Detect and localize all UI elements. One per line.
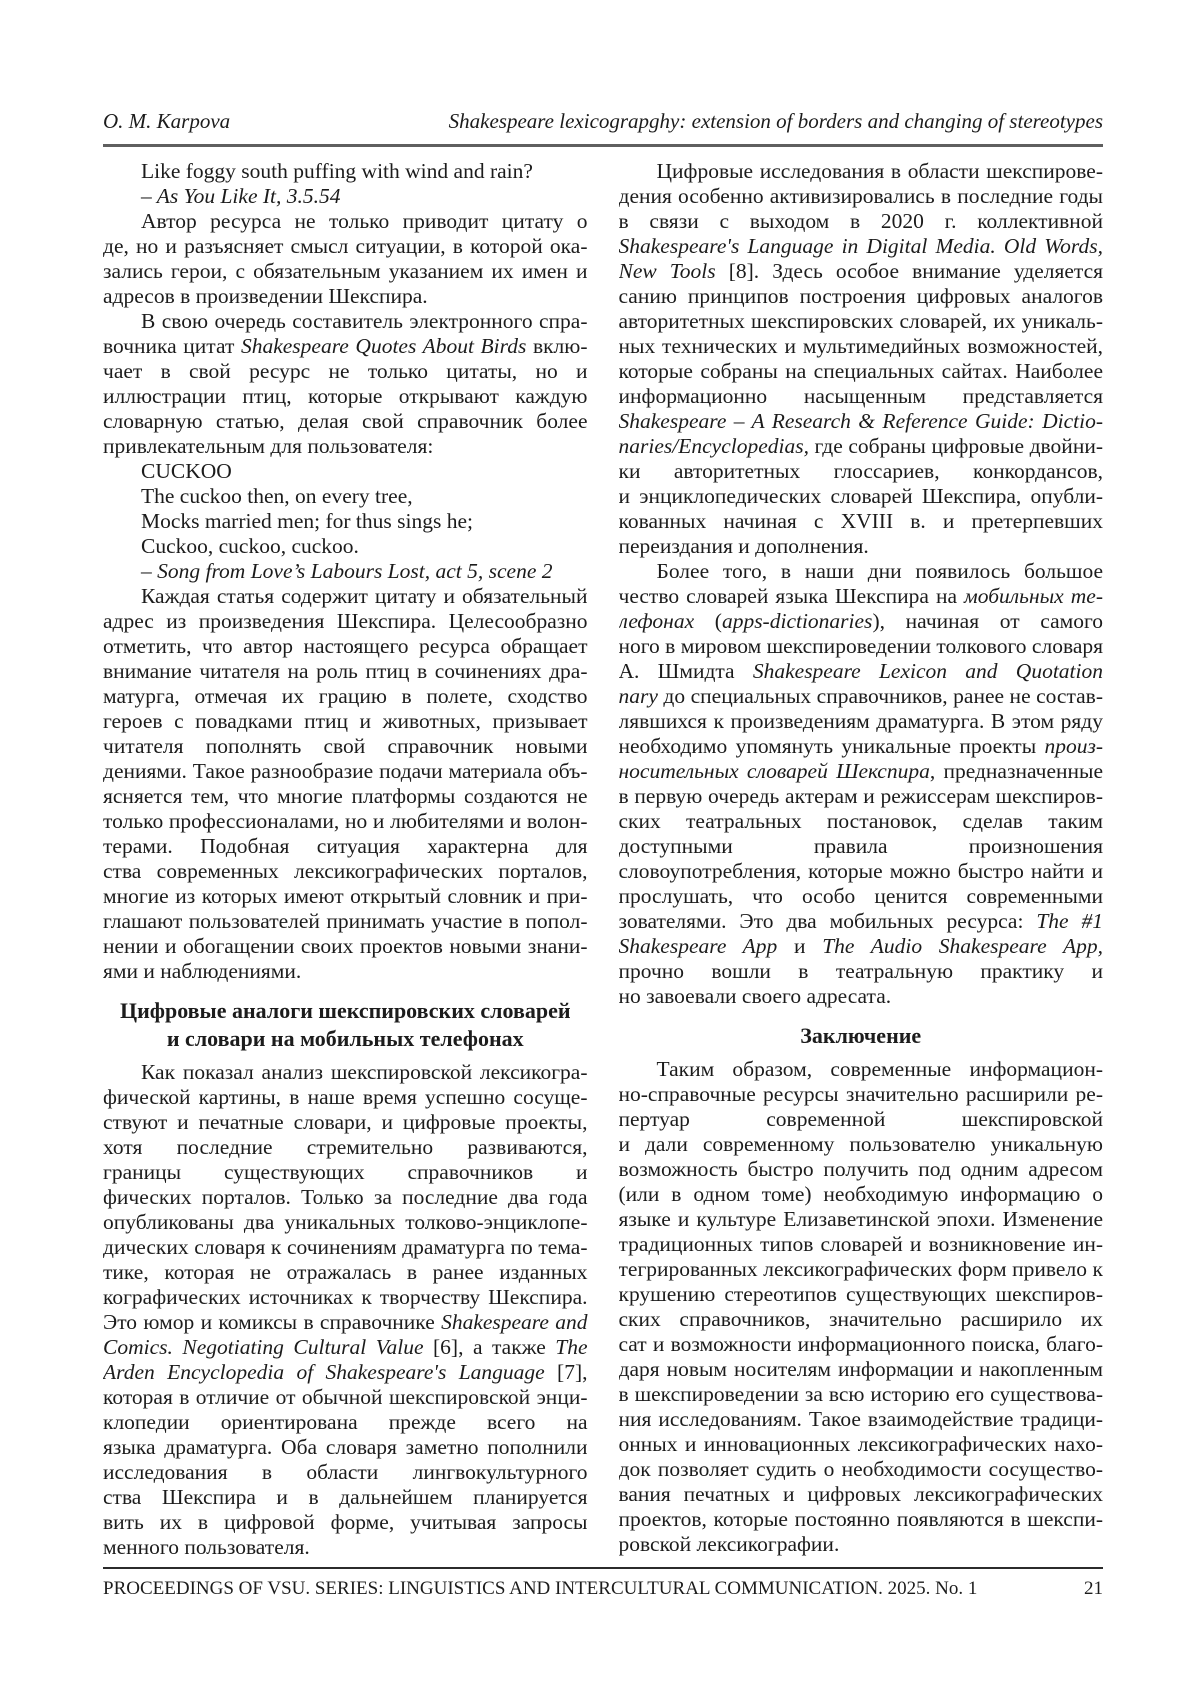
text-line: и дали современному пользователю уникальную — [618, 1132, 1103, 1156]
text-line: ями и наблюдениями. — [103, 959, 302, 983]
text-line: которая в отличие от обычной шекспировской энци- — [103, 1385, 588, 1409]
text-line: New Tools [8]. Здесь особое внимание уделяется — [618, 259, 1103, 283]
text-line: (или в одном томе) необходимую информацию о — [618, 1182, 1103, 1206]
text-line: языка драматурга. Оба словаря заметно пополнили — [103, 1435, 588, 1459]
text-line: док позволяет судить о необходимости сосущество- — [618, 1457, 1103, 1481]
paragraph — [103, 209, 588, 309]
text-line: Comics. Negotiating Cultural Value [6], а также The — [103, 1335, 588, 1359]
text-line: ки авторитетных глоссариев, конкордансов, — [618, 459, 1103, 483]
text-line: только профессионалами, но и любителями и волон- — [103, 809, 588, 833]
text-line: кованных начиная с XVIII в. и претерпевших — [618, 509, 1103, 533]
text-line: тике, которая не отражалась в ранее изданных — [103, 1260, 588, 1284]
text-line: привлекательным для пользователя: — [103, 434, 434, 458]
text-line: Cuckoo, cuckoo, cuckoo. — [141, 534, 359, 558]
text-line: границы существующих справочников и — [103, 1160, 588, 1184]
text-line: ства современных лексикографических порталов, — [103, 859, 588, 883]
text-line: внимание читателя на роль птиц в сочинениях дра- — [103, 659, 588, 683]
paragraph — [619, 1057, 1104, 1557]
text-line: носительных словарей Шекспира, предназначенные — [618, 759, 1103, 783]
running-title: Shakespeare lexicograpghy: extension of borders and changing of stereotypes — [448, 109, 1103, 133]
text-line: санию принципов построения цифровых аналогов — [618, 284, 1103, 308]
text-line: необходимо упомянуть уникальные проекты произ- — [618, 734, 1103, 758]
text-line: вания печатных и цифровых лексикографических — [618, 1482, 1103, 1506]
text-line: в связи с выходом в 2020 г. коллективной — [618, 209, 1103, 233]
text-line: пертуар современной шекспировской — [618, 1107, 1103, 1131]
text-line: Автор ресурса не только приводит цитату о — [141, 209, 588, 233]
text-line: тегрированных лексикографических форм привело к — [618, 1257, 1103, 1281]
text-line: Shakespeare's Language in Digital Media. Old Words, — [618, 234, 1103, 258]
text-line: В свою очередь составитель электронного спра- — [141, 309, 588, 333]
text-line: Shakespeare App и The Audio Shakespeare App, — [618, 934, 1103, 958]
text-line: Как показал анализ шекспировской лексикогра- — [141, 1060, 588, 1084]
text-line: Shakespeare – A Research & Reference Guide: Dictio- — [618, 409, 1103, 433]
text-line: Более того, в наши дни появилось большое — [656, 559, 1103, 583]
page-number: 21 — [1084, 1578, 1103, 1599]
text-line: сат и возможности информационного поиска, благо- — [618, 1332, 1103, 1356]
article-body — [103, 159, 1103, 1560]
text-line: лефонах (apps-dictionaries), начиная от самого — [618, 609, 1103, 633]
text-line: читателя пополнять свой справочник новыми — [103, 734, 588, 758]
text-line: прочно вошли в театральную практику и — [618, 959, 1103, 983]
text-line: но-справочные ресурсы значительно расширили ре- — [618, 1082, 1103, 1106]
text-line: авторитетных шекспировских словарей, их уникаль- — [618, 309, 1103, 333]
paragraph — [619, 559, 1104, 1009]
text-line: иллюстрации птиц, которые открывают каждую — [103, 384, 588, 408]
journal-footer-line: PROCEEDINGS OF VSU. SERIES: LINGUISTICS AND INTERCULTURAL COMMUNICATION. 2025. No. 1 — [103, 1578, 978, 1599]
text-line: проектов, которые постоянно появляются в шекспи- — [618, 1507, 1103, 1531]
text-line: nary до специальных справочников, ранее не состав- — [618, 684, 1103, 708]
text-line: в первую очередь актерам и режиссерам шекспиров- — [618, 784, 1103, 808]
right-column — [619, 159, 1104, 1560]
text-line: ния исследованиям. Такое взаимодействие традици- — [618, 1407, 1103, 1431]
text-line: naries/Encyclopedias, где собраны цифровые двойни- — [618, 434, 1103, 458]
text-line: возможность быстро получить под одним адресом — [618, 1157, 1103, 1181]
text-line: лявшихся к произведениям драматурга. В этом ряду — [618, 709, 1103, 733]
text-line: де, но и разъясняет смысл ситуации, в которой ока- — [103, 234, 588, 258]
text-line: языке и культуре Елизаветинской эпохи. Изменение — [618, 1207, 1103, 1231]
text-line: дениями. Такое разнообразие подачи материала объ- — [103, 759, 588, 783]
text-line: но завоевали своего адресата. — [618, 984, 892, 1008]
paragraph — [103, 309, 588, 459]
text-line: адрес из произведения Шекспира. Целесообразно — [103, 609, 588, 633]
text-line: доступными правила произношения — [618, 834, 1103, 858]
text-line: А. Шмидта Shakespeare Lexicon and Quotation — [618, 659, 1103, 683]
text-line: и энциклопедических словарей Шекспира, опубли- — [618, 484, 1103, 508]
text-line: в шекспироведении за всю историю его существова- — [618, 1382, 1103, 1406]
text-line: чество словарей языка Шекспира на мобильных те- — [618, 584, 1103, 608]
running-author: O. M. Karpova — [103, 109, 231, 133]
text-line: зались герои, с обязательным указанием их имен и — [103, 259, 588, 283]
paragraph — [103, 584, 588, 984]
text-line: чает в свой ресурс не только цитаты, но и — [103, 359, 588, 383]
verse-quote — [103, 459, 588, 584]
text-line: глашают пользователей принимать участие в попол- — [103, 909, 588, 933]
text-line: ных технических и мультимедийных возможностей, — [618, 334, 1103, 358]
paragraph — [103, 1060, 588, 1560]
text-line: даря новым носителям информации и накопленным — [618, 1357, 1103, 1381]
text-line: информационно насыщенным представляется — [618, 384, 1103, 408]
text-line: ного в мировом шекспироведении толкового словаря — [618, 634, 1103, 658]
text-line: ясняется тем, что многие платформы создаются не — [103, 784, 588, 808]
text-line: дических словаря к сочинениям драматурга по тема- — [103, 1235, 588, 1259]
text-line: кографических источниках к творчеству Шекспира. — [103, 1285, 588, 1309]
text-line: ских справочников, значительно расширило их — [618, 1307, 1103, 1331]
text-line: матурга, отмечая их грацию в полете, сходство — [103, 684, 588, 708]
text-line: словарную статью, делая свой справочник более — [103, 409, 588, 433]
section-heading — [619, 1022, 1104, 1050]
paragraph — [619, 159, 1104, 559]
text-line: ствуют и печатные словари, и цифровые проекты, — [103, 1110, 588, 1134]
text-line: переиздания и дополнения. — [618, 534, 869, 558]
text-line: крушению стереотипов существующих шекспиров- — [618, 1282, 1103, 1306]
text-line: Like foggy south puffing with wind and rain? — [141, 159, 533, 183]
text-line: традиционных типов словарей и возникновение ин- — [618, 1232, 1103, 1256]
verse-quote — [103, 159, 588, 209]
text-line: менного пользователя. — [103, 1535, 310, 1559]
text-line: CUCKOO — [141, 459, 232, 483]
text-line: и словари на мобильных телефонах — [166, 1026, 524, 1051]
section-heading — [103, 997, 588, 1053]
text-line: словоупотребления, которые можно быстро найти и — [618, 859, 1103, 883]
page-footer — [103, 1567, 1103, 1601]
text-line: опубликованы два уникальных толково-энциклопе- — [103, 1210, 588, 1234]
text-line: клопедии ориентирована прежде всего на — [103, 1410, 588, 1434]
text-line: прослушать, что особо ценится современными — [618, 884, 1103, 908]
text-line: исследования в области лингвокультурного — [103, 1460, 588, 1484]
text-line: Таким образом, современные информацион- — [656, 1057, 1103, 1081]
text-line: – As You Like It, 3.5.54 — [141, 184, 341, 208]
text-line: адресов в произведении Шекспира. — [103, 284, 428, 308]
text-line: ских театральных постановок, сделав таким — [618, 809, 1103, 833]
text-line: Это юмор и комиксы в справочнике Shakespeare and — [103, 1310, 588, 1334]
text-line: Каждая статья содержит цитату и обязательный — [141, 584, 588, 608]
text-line: нении и обогащении своих проектов новыми знани- — [103, 934, 588, 958]
left-column — [103, 159, 588, 1560]
text-line: Mocks married men; for thus sings he; — [141, 509, 474, 533]
text-line: дения особенно активизировались в последние годы — [618, 184, 1103, 208]
text-line: Цифровые исследования в области шекспирове- — [656, 159, 1103, 183]
text-line: The cuckoo then, on every tree, — [141, 484, 413, 508]
text-line: Arden Encyclopedia of Shakespeare's Language [7], — [103, 1360, 588, 1384]
text-line: ровской лексикографии. — [618, 1532, 840, 1556]
text-line: Цифровые аналоги шекспировских словарей — [119, 998, 571, 1023]
text-line: фических порталов. Только за последние два года — [103, 1185, 588, 1209]
text-line: хотя последние стремительно развиваются, — [103, 1135, 588, 1159]
text-line: многие из которых имеют открытый словник и при- — [103, 884, 588, 908]
text-line: вить их в цифровой форме, учитывая запросы — [103, 1510, 588, 1534]
text-line: которые собраны на специальных сайтах. Наиболее — [618, 359, 1103, 383]
text-line: – Song from Love’s Labours Lost, act 5, scene 2 — [141, 559, 553, 583]
page-header — [103, 108, 1103, 147]
text-line: Заключение — [800, 1023, 922, 1048]
text-line: фической картины, в наше время успешно сосуще- — [103, 1085, 588, 1109]
text-line: онных и инновационных лексикографических нахо- — [618, 1432, 1103, 1456]
text-line: терами. Подобная ситуация характерна для — [103, 834, 588, 858]
text-line: зователями. Это два мобильных ресурса: The #1 — [618, 909, 1103, 933]
text-line: отметить, что автор настоящего ресурса обращает — [103, 634, 588, 658]
text-line: героев с повадками птиц и животных, призывает — [103, 709, 588, 733]
text-line: ства Шекспира и в дальнейшем планируется — [103, 1485, 588, 1509]
text-line: вочника цитат Shakespeare Quotes About Birds вклю- — [103, 334, 588, 358]
